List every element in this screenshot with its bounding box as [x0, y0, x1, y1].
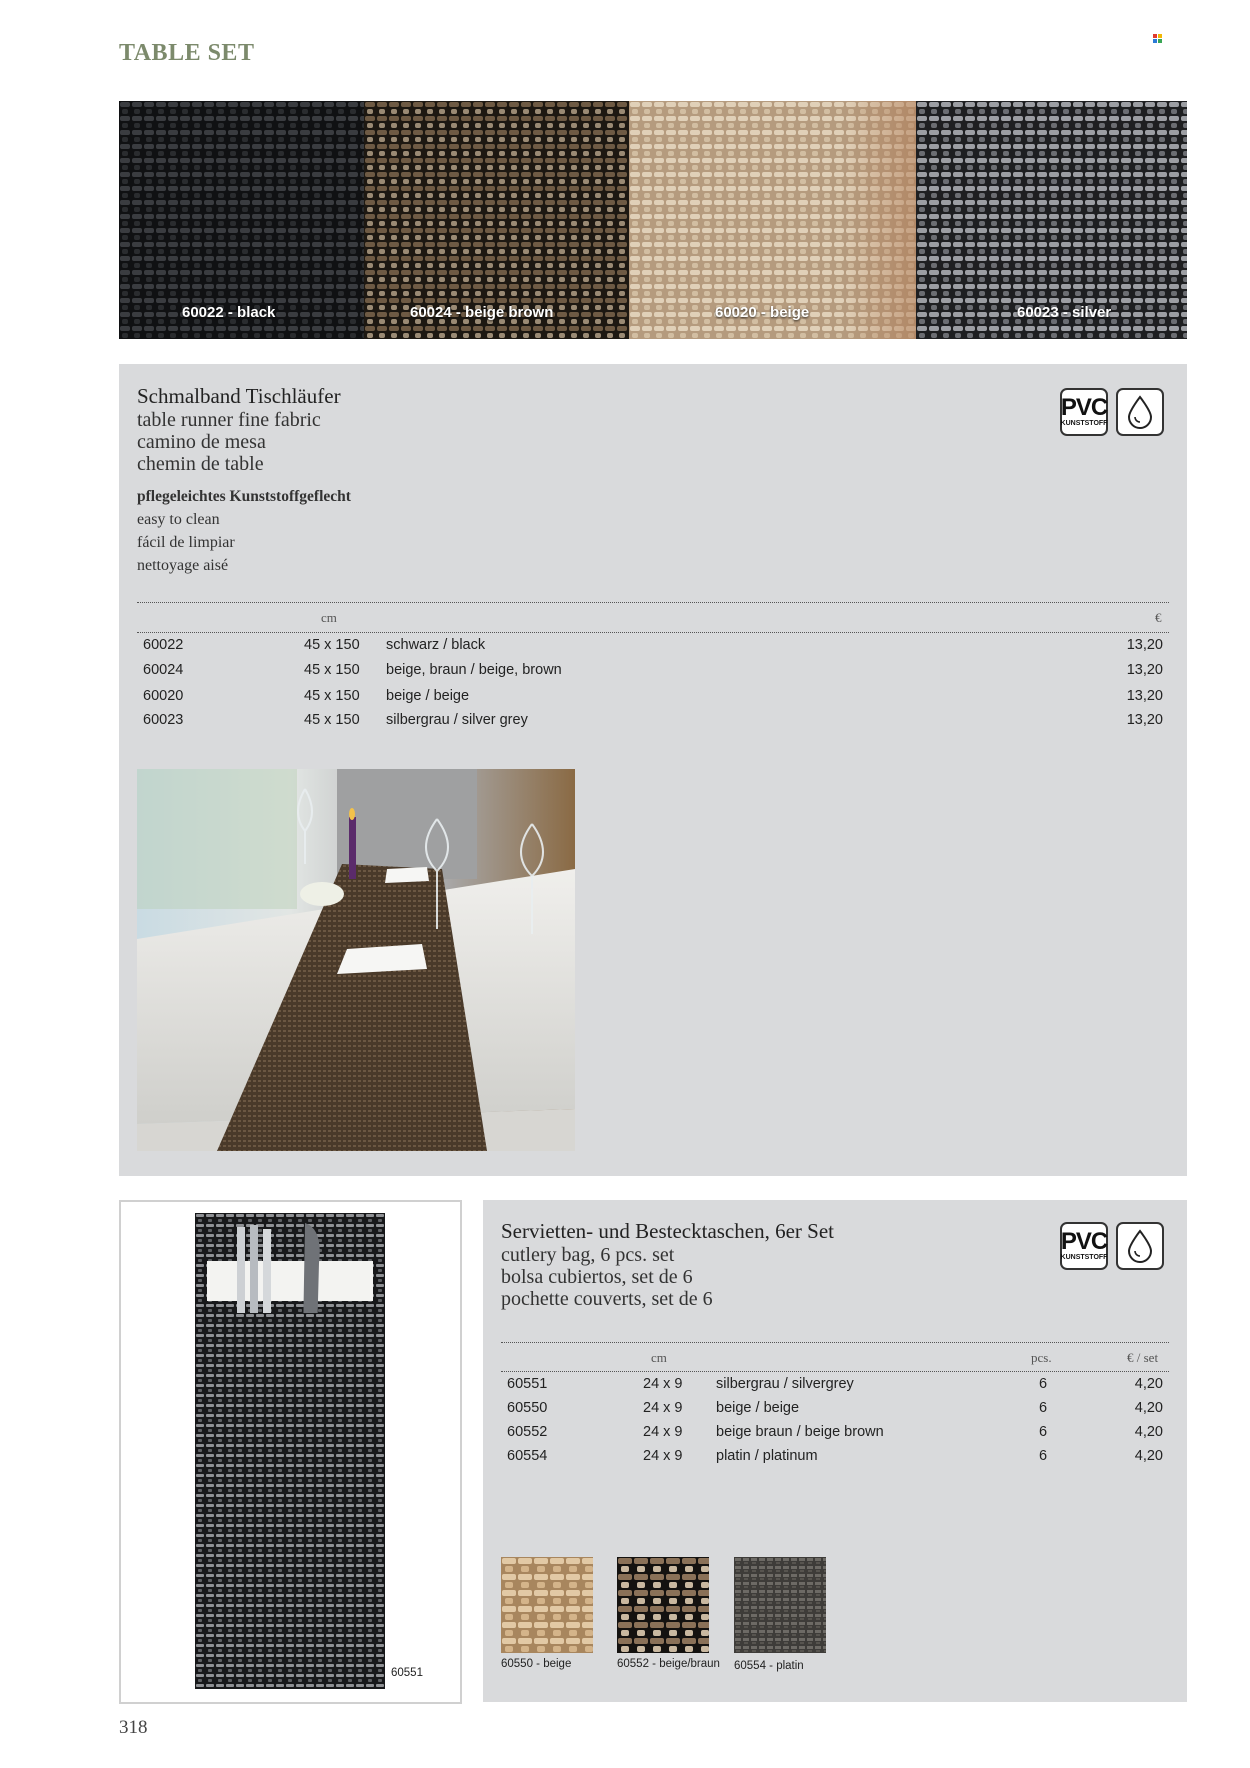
item-desc: beige / beige	[386, 688, 470, 704]
item-desc: silbergrau / silvergrey	[716, 1376, 854, 1392]
cutlery-image-caption: 60551	[391, 1667, 423, 1679]
item-pcs: 6	[1039, 1424, 1048, 1440]
swatch-label: 60024 - beige brown	[410, 304, 554, 321]
table-row	[137, 633, 1169, 657]
item-size: 24 x 9	[643, 1424, 683, 1440]
table-rule-top	[137, 602, 1169, 603]
pvc-badge	[1060, 388, 1108, 436]
swatch-thumb-beige	[501, 1557, 593, 1653]
item-desc: silbergrau / silver grey	[386, 712, 528, 728]
runner-feature-de: pflegeleichtes Kunststoffgeflecht	[137, 488, 351, 505]
runner-col-price: €	[1155, 610, 1162, 625]
swatch-label: 60023 - silver	[1017, 304, 1112, 321]
item-code: 60552	[507, 1424, 548, 1440]
cutlery-col-price: € / set	[1127, 1350, 1159, 1365]
table-row	[501, 1420, 1169, 1444]
item-size: 45 x 150	[304, 712, 360, 728]
item-pcs: 6	[1039, 1448, 1048, 1464]
item-code: 60023	[143, 712, 184, 728]
cutlery-name-en: cutlery bag, 6 pcs. set	[501, 1244, 675, 1266]
item-code: 60020	[143, 688, 184, 704]
item-code: 60550	[507, 1400, 548, 1416]
table-row	[501, 1444, 1169, 1468]
item-desc: beige braun / beige brown	[716, 1424, 884, 1440]
swatch-label: 60022 - black	[182, 304, 276, 321]
item-code: 60022	[143, 637, 184, 653]
water-drop-icon	[1116, 1222, 1164, 1270]
item-pcs: 6	[1039, 1400, 1048, 1416]
item-price: 13,20	[1126, 637, 1163, 653]
item-price: 4,20	[1134, 1448, 1163, 1464]
item-price: 13,20	[1126, 662, 1163, 678]
item-size: 45 x 150	[304, 637, 360, 653]
item-size: 24 x 9	[643, 1400, 683, 1416]
item-code: 60551	[507, 1376, 548, 1392]
table-row	[137, 684, 1169, 708]
table-row	[501, 1396, 1169, 1420]
cutlery-name-es: bolsa cubiertos, set de 6	[501, 1266, 693, 1288]
item-code: 60024	[143, 662, 184, 678]
swatch-thumb-caption: 60554 - platin	[734, 1660, 804, 1672]
item-pcs: 6	[1039, 1376, 1048, 1392]
pvc-badge-label: PVC	[1060, 1228, 1108, 1255]
item-price: 13,20	[1126, 688, 1163, 704]
brand-logo-icon	[1153, 34, 1162, 43]
item-size: 45 x 150	[304, 662, 360, 678]
swatch-thumb-caption: 60552 - beige/braun	[617, 1658, 720, 1670]
runner-col-size: cm	[321, 610, 337, 625]
swatch-thumb-caption: 60550 - beige	[501, 1658, 572, 1670]
swatch-beige-brown	[364, 101, 629, 339]
item-price: 13,20	[1126, 712, 1163, 728]
pvc-badge-label: PVC	[1060, 394, 1108, 421]
item-desc: beige, braun / beige, brown	[386, 662, 562, 678]
item-size: 45 x 150	[304, 688, 360, 704]
pvc-badge-sublabel: KUNSTSTOFF	[1060, 420, 1108, 427]
swatch-beige	[629, 101, 916, 339]
section-title: TABLE SET	[119, 40, 255, 66]
runner-name-es: camino de mesa	[137, 431, 266, 453]
item-size: 24 x 9	[643, 1448, 683, 1464]
item-desc: platin / platinum	[716, 1448, 818, 1464]
cutlery-name-fr: pochette couverts, set de 6	[501, 1288, 713, 1310]
swatch-black	[119, 101, 364, 339]
runner-name-en: table runner fine fabric	[137, 409, 321, 431]
color-swatch-banner	[119, 101, 1187, 339]
swatch-label: 60020 - beige	[715, 304, 810, 321]
item-price: 4,20	[1134, 1376, 1163, 1392]
runner-feature-en: easy to clean	[137, 511, 220, 528]
table-row	[137, 658, 1169, 682]
runner-title: Schmalband Tischläufer	[137, 384, 341, 408]
cutlery-bag-photo	[195, 1213, 385, 1689]
pvc-badge-sublabel: KUNSTSTOFF	[1060, 1254, 1108, 1261]
swatch-silver	[916, 101, 1187, 339]
table-row	[501, 1372, 1169, 1396]
pvc-badge	[1060, 1222, 1108, 1270]
cutlery-col-size: cm	[651, 1350, 667, 1365]
item-desc: beige / beige	[716, 1400, 800, 1416]
item-desc: schwarz / black	[386, 637, 486, 653]
table-runner-photo	[137, 769, 575, 1151]
runner-name-fr: chemin de table	[137, 453, 264, 475]
swatch-thumb-platinum	[734, 1557, 826, 1653]
swatch-thumb-beige-brown	[617, 1557, 709, 1653]
item-price: 4,20	[1134, 1424, 1163, 1440]
item-price: 4,20	[1134, 1400, 1163, 1416]
page-number: 318	[119, 1717, 148, 1738]
water-drop-icon	[1116, 388, 1164, 436]
cutlery-title: Servietten- und Bestecktaschen, 6er Set	[501, 1219, 834, 1243]
table-rule-top	[501, 1342, 1169, 1343]
runner-feature-es: fácil de limpiar	[137, 534, 235, 551]
item-size: 24 x 9	[643, 1376, 683, 1392]
item-code: 60554	[507, 1448, 548, 1464]
runner-feature-fr: nettoyage aisé	[137, 557, 229, 574]
cutlery-col-pcs: pcs.	[1031, 1350, 1052, 1365]
table-row	[137, 708, 1169, 732]
